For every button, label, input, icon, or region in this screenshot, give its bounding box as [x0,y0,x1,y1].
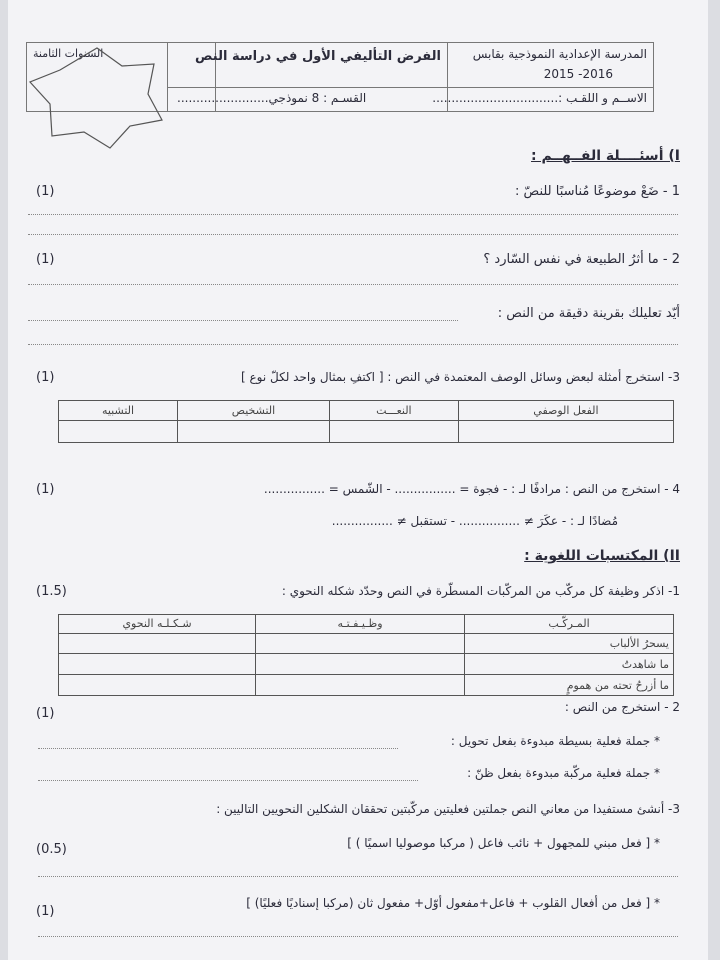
table-cell[interactable] [458,421,673,443]
school-year: 2015 -2016 [543,67,613,81]
school-name: المدرسة الإعدادية النموذجية بقابس [472,47,647,61]
section-1-title: I) أسئــــلة الفــهــم : [531,148,680,164]
answer-line [38,876,678,877]
section-2-title: II) المكتسبات اللغوية : [524,548,680,564]
table-cell[interactable] [256,633,465,654]
header-row-divider [167,87,653,88]
answer-line [28,284,678,285]
table-cell[interactable] [59,654,256,675]
s2-q2-mark: (1) [36,706,55,721]
table-cell[interactable] [59,675,256,696]
table-header: النعـــت [329,401,458,421]
answer-line [38,748,398,749]
table-cell: ما أزرحُ تحته من همومٍ [465,675,674,696]
syntax-table [58,614,674,696]
answer-line [28,234,678,235]
s2-q1-text: 1- اذكر وظيفة كل مركّب من المركّبات المسطّرة في النص وحدّد شكله النحوي : [281,584,680,598]
table-cell: ما شاهدتُ [465,654,674,675]
answer-line [38,780,418,781]
grade-star-shape [22,42,172,150]
table-cell[interactable] [178,421,330,443]
table-cell[interactable] [256,675,465,696]
exam-paper [8,0,708,960]
answer-line [28,344,678,345]
answer-line [28,320,458,321]
description-table [58,400,674,443]
table-header: المـركّـب [465,615,674,634]
table-header: الفعل الوصفي [458,401,673,421]
table-cell[interactable] [329,421,458,443]
exam-title: الفرض التأليفي الأول في دراسة النص [195,49,441,64]
table-cell[interactable] [256,654,465,675]
q4-text: 4 - استخرج من النص : مرادفًا لـ : - فجوة = ................ - الشّمس = ................ [263,482,680,496]
table-cell[interactable] [59,633,256,654]
answer-line [38,936,678,937]
q3-text: 3- استخرج أمثلة لبعض وسائل الوصف المعتمدة في النص : [ اكتفِ بمثال واحد لكلّ نوع ] [240,370,680,384]
q3-mark: (1) [36,370,55,385]
q2-mark: (1) [36,252,55,267]
q2-text: 2 - ما أثرُ الطبيعة في نفس السّارد ؟ [483,252,680,267]
table-header: وظـيـفـتـه [256,615,465,634]
s2-q2b-text: * جملة فعلية مركّبة مبدوءة بفعل ظنّ : [467,766,660,780]
s2-q3a-text: * [ فعل مبني للمجهول + نائب فاعل ( مركبا موصوليا اسميًا ) ] [347,836,660,850]
class-field: القسـم : 8 نموذجي........................ [177,91,367,105]
s2-q2-text: 2 - استخرج من النص : [564,700,680,714]
s2-q1-mark: (1.5) [36,584,67,599]
s2-q2a-text: * جملة فعلية بسيطة مبدوءة بفعل تحويل : [450,734,660,748]
s2-q3b-text: * [ فعل من أفعال القلوب + فاعل+مفعول أوّل+ مفعول ثان (مركبا إسناديًا فعليًا) ] [246,896,660,910]
table-header: التشخيص [178,401,330,421]
q4-mark: (1) [36,482,55,497]
q1-text: 1 - ضَعْ موضوعًا مُناسبًا للنصّ : [515,184,680,199]
table-cell[interactable] [59,421,178,443]
name-field: الاســم و اللقـب :................................. [432,91,647,105]
q1-mark: (1) [36,184,55,199]
q4b-text: مُضادًا لـ : - عكَرَ ≠ ................ - تستقبل ≠ ................ [331,514,618,528]
table-cell: يسحرُ الألباب [465,633,674,654]
s2-q3b-mark: (1) [36,904,55,919]
level-label: السنوات الثامنة [33,47,104,60]
s2-q3-text: 3- أنشئ مستفيدا من معاني النص جملتين فعليتين مركّبتين تحققان الشكلين النحويين التاليين : [216,802,680,816]
table-header: التشبيه [59,401,178,421]
answer-line [28,214,678,215]
table-header: شـكـلـه النحوي [59,615,256,634]
q2b-text: أيّد تعليلك بقرينة دقيقة من النص : [497,306,680,321]
s2-q3a-mark: (0.5) [36,842,67,857]
